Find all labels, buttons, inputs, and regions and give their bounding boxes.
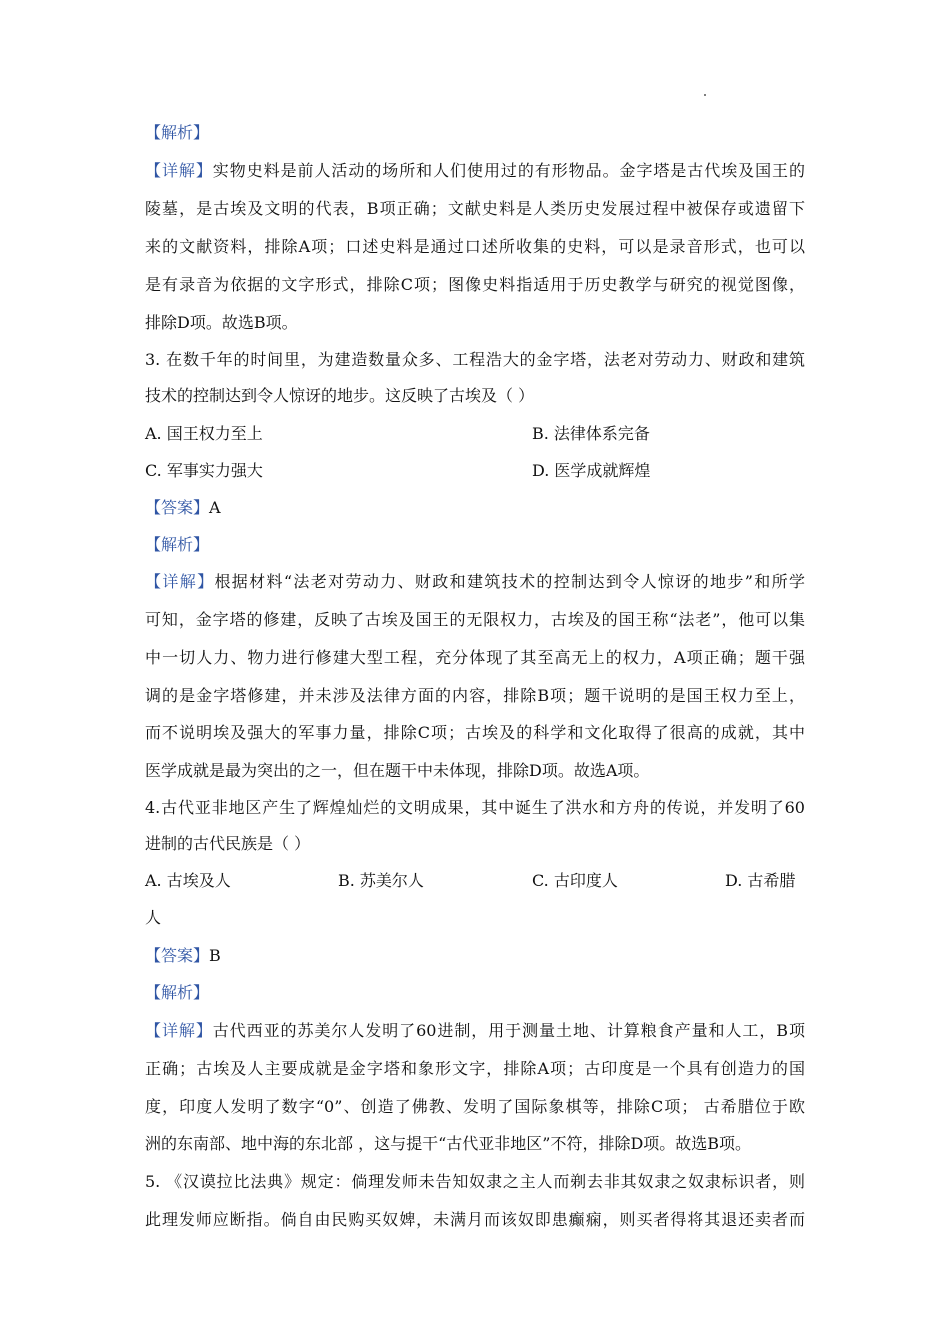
q3-detail-line: 中一切人力、物力进行修建大型工程，充分体现了其至高无上的权力，A项正确；题干强	[145, 648, 805, 667]
q4-stem-line: 进制的古代民族是（ ）	[145, 834, 311, 853]
q3-stem-line: 技术的控制达到令人惊讶的地步。这反映了古埃及（ ）	[145, 386, 535, 405]
q4-detail-line: 正确；古埃及人主要成就是金字塔和象形文字，排除A项；古印度是一个具有创造力的国	[145, 1059, 805, 1078]
q3-answer: 【答案】A	[145, 498, 221, 517]
q4-detail-line: 洲的东南部、地中海的东北部 ，这与提干“古代亚非地区”不符，排除D项。故选B项。	[145, 1134, 752, 1153]
q4-stem-line: 4.古代亚非地区产生了辉煌灿烂的文明成果，其中诞生了洪水和方舟的传说，并发明了60	[145, 798, 805, 817]
q3-option-c: C. 军事实力强大	[145, 461, 263, 480]
q3-stem-line: 3. 在数千年的时间里，为建造数量众多、工程浩大的金字塔，法老对劳动力、财政和建筑	[145, 350, 805, 369]
q2-analysis-label: 【解析】	[145, 123, 210, 142]
q4-option-b: B. 苏美尔人	[338, 871, 424, 890]
q4-detail-line: 【详解】古代西亚的苏美尔人发明了60进制，用于测量土地、计算粮食产量和人工，B项	[145, 1021, 805, 1040]
q4-analysis-label: 【解析】	[145, 983, 210, 1002]
detail-label: 【详解】	[145, 1021, 213, 1040]
q4-option-a: A. 古埃及人	[145, 871, 231, 890]
q2-detail-line: 来的文献资料，排除A项；口述史料是通过口述所收集的史料，可以是录音形式，也可以	[145, 237, 805, 256]
q4-answer: 【答案】B	[145, 946, 221, 965]
q3-option-b: B. 法律体系完备	[532, 424, 650, 443]
q3-detail-line: 【详解】根据材料“法老对劳动力、财政和建筑技术的控制达到令人惊讶的地步”和所学	[145, 572, 805, 591]
q4-option-d: D. 古希腊	[725, 871, 796, 890]
q3-detail-line: 医学成就是最为突出的之一，但在题干中未体现，排除D项。故选A项。	[145, 761, 650, 780]
q2-detail-line: 陵墓，是古埃及文明的代表，B项正确；文献史料是人类历史发展过程中被保存或遗留下	[145, 199, 805, 218]
q3-detail-line: 而不说明埃及强大的军事力量，排除C项；古埃及的科学和文化取得了很高的成就，其中	[145, 723, 805, 742]
q3-detail-line: 可知，金字塔的修建，反映了古埃及国王的无限权力，古埃及的国王称“法老”，他可以集	[145, 610, 805, 629]
q4-option-c: C. 古印度人	[532, 871, 618, 890]
speck-mark	[704, 94, 706, 96]
q4-detail-line: 度，印度人发明了数字“0”、创造了佛教、发明了国际象棋等，排除C项； 古希腊位于欧	[145, 1097, 805, 1116]
q2-detail-line: 【详解】实物史料是前人活动的场所和人们使用过的有形物品。金字塔是古代埃及国王的	[145, 161, 805, 180]
q2-detail-line: 是有录音为依据的文字形式，排除C项；图像史料指适用于历史教学与研究的视觉图像，	[145, 275, 805, 294]
q4-option-wrap: 人	[145, 908, 162, 927]
q2-detail-line: 排除D项。故选B项。	[145, 313, 298, 332]
q3-option-d: D. 医学成就辉煌	[532, 461, 651, 480]
q5-stem-line: 此理发师应断指。倘自由民购买奴婢，未满月而该奴即患癫痫，则买者得将其退还卖者而	[145, 1210, 805, 1229]
q3-detail-line: 调的是金字塔修建，并未涉及法律方面的内容，排除B项；题干说明的是国王权力至上，	[145, 686, 805, 705]
detail-label: 【详解】	[145, 161, 213, 180]
detail-label: 【详解】	[145, 572, 215, 591]
q3-analysis-label: 【解析】	[145, 535, 210, 554]
q5-stem-line: 5. 《汉谟拉比法典》规定：倘理发师未告知奴隶之主人而剃去非其奴隶之奴隶标识者，则	[145, 1172, 805, 1191]
q3-option-a: A. 国王权力至上	[145, 424, 263, 443]
